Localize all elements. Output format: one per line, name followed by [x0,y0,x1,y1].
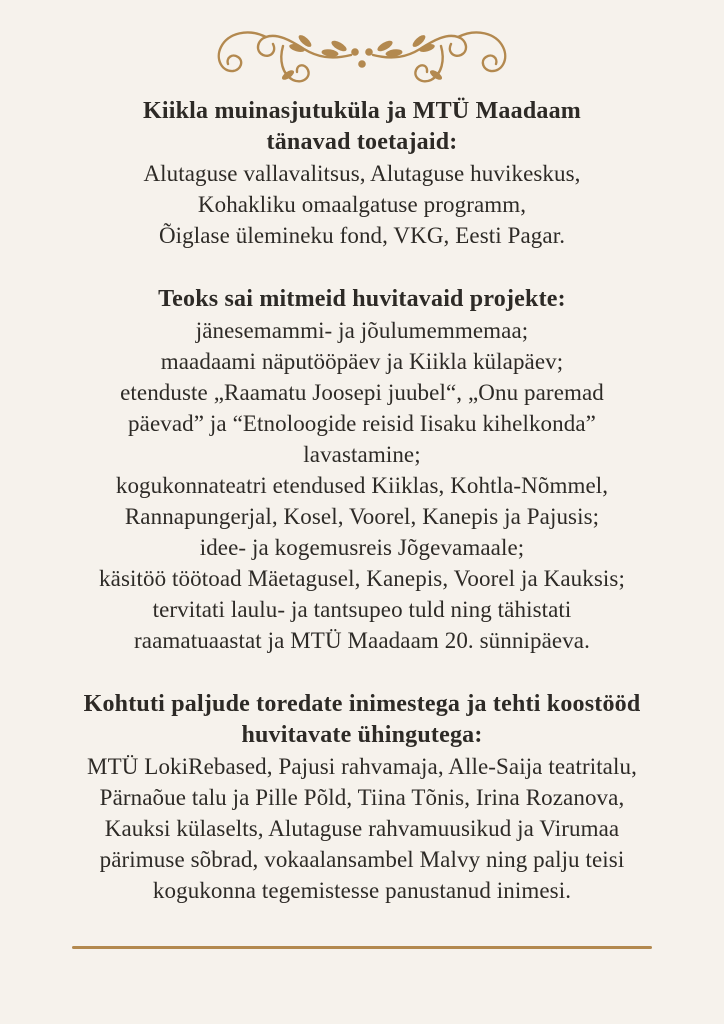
section-heading-line: huvitavate ühingutega: [241,722,483,748]
text-line: Kohakliku omaalgatuse programm, [197,192,527,217]
text-line: raamatuaastat ja MTÜ Maadaam 20. sünnipäeva. [134,628,590,653]
text-line: päevad” ja “Etnoloogide reisid Iisaku kihelkonda” [128,411,596,436]
text-line: pärimuse sõbrad, vokaalansambel Malvy ning palju teisi [99,847,625,872]
text-line: lavastamine; [303,442,421,467]
text-line: etenduste „Raamatu Joosepi juubel“, „Onu paremad [120,380,604,405]
text-line: jänesemammi- ja jõulumemmemaa; [195,318,529,343]
text-line: Rannapungerjal, Kosel, Voorel, Kanepis ja Pajusis; [124,504,600,529]
section-heading-line: tänavad toetajaid: [266,129,458,155]
text-line: Alutaguse vallavalitsus, Alutaguse huvikeskus, [143,161,581,186]
center-dot [365,48,373,56]
section-heading-line: Kohtuti paljude toredate inimestega ja tehti koostööd [83,691,641,717]
text-line: Õiglase ülemineku fond, VKG, Eesti Pagar. [158,223,566,248]
text-line: kogukonna tegemistesse panustanud inimesi. [152,878,572,903]
section-projects [30,284,694,656]
header-ornament [203,25,521,89]
text-line: Pärnaõue talu ja Pille Põld, Tiina Tõnis, Irina Rozanova, [99,785,625,810]
section-heading-line: Kiikla muinasjutuküla ja MTÜ Maadaam [143,98,581,124]
text-line: idee- ja kogemusreis Jõgevamaale; [199,535,525,560]
text-line: kogukonnateatri etendused Kiiklas, Kohtla-Nõmmel, [115,473,609,498]
section-heading-line: Teoks sai mitmeid huvitavaid projekte: [158,286,566,312]
text-line: tervitati laulu- ja tantsupeo tuld ning tähistati [152,597,572,622]
text-line: käsitöö töötoad Mäetagusel, Kanepis, Voorel ja Kauksis; [99,566,625,591]
text-line: MTÜ LokiRebased, Pajusi rahvamaja, Alle-Saija teatritalu, [87,754,637,779]
section-supporters [30,96,694,251]
text-line: maadaami näputööpäev ja Kiikla külapäev; [160,349,564,374]
text-line: Kauksi külaselts, Alutaguse rahvamuusikud ja Virumaa [104,816,620,841]
section-collaborators [30,689,694,906]
decorative-flourish-icon [203,25,521,89]
center-dot [358,60,366,68]
center-dot [351,48,359,56]
text-content [30,96,694,906]
divider-rule [72,946,652,949]
